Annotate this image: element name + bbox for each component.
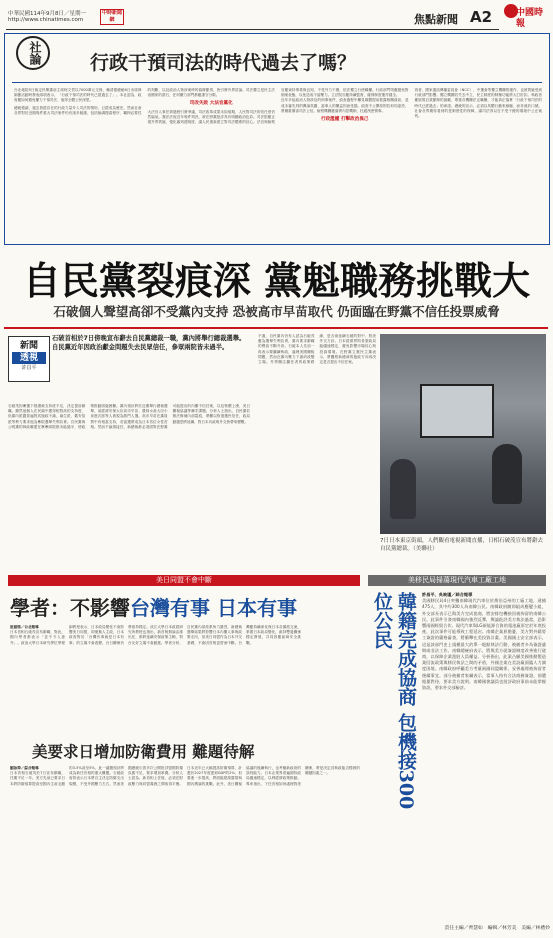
news-photo	[380, 334, 546, 534]
masthead-logo-left: 中時新聞網	[101, 10, 122, 23]
immigration-bar: 美移民局掃蕩現代汽車工廠工地	[368, 575, 546, 586]
issue-date: 中華民國114年9月8日／星期一	[8, 11, 86, 17]
us-japan-byline: 崔慈悌／台北報導	[10, 625, 39, 629]
us-japan-second-body: 劉詠舜／綜合報導 日本首相石破茂於7日宣布辭職，任期不足一年。美方先前已要求日本將防衛預算提高至國內生產毛額的3.5%甚至5%，此一議題預計將成為新任首相的重大難題。石破政府曾表示日本將自主決定防衛支出規模，不受外國壓力左右。然而美國總統川普多次公開批評盟國防衛負擔不足，要求增加軍費。分析人士認為，新首相上任後，必須在財政壓力與同盟義務之間取得平衡。日本近年已大幅提高防衛預算，計畫於2027年度達到GDP的2%，但要進一步提高，將面臨財源籌措與國內輿論的挑戰。此外，美日關稅協議的後續執行，也考驗新政府的談判能力。日本企業界普遍期待政局儘速穩定，以利經濟政策推動。專家指出，下任首相如何處理對美關係，將是決定其執政能否穩固的關鍵因素之一。	[10, 766, 360, 786]
editorial-title: 行政干預司法的時代過去了嗎？	[90, 52, 357, 74]
us-japan-headline-highlight: 台灣有事 日本有事	[130, 596, 297, 620]
page-number: A2	[470, 8, 493, 26]
us-japan-headline	[10, 592, 360, 621]
us-japan-bar: 美日同盟不會中斷	[8, 575, 360, 586]
us-japan-second-byline: 劉詠舜／綜合報導	[10, 766, 39, 770]
analysis-body-left: 石破茂因參選下屆總裁支持度不足，決定提前辭職。雖然他個人在民調中獲得相對高的支持度，但黨內派閥普遍對其施政不滿，麻生派、舊安倍派等勢力要求他為參院選舉失利負責。自民黨與公明黨的執政聯盟在眾參兩院都未能過半，使政策推動面臨困難。黨內預計將於近期舉行總裁選舉，前經濟安保大臣高市早苗、農林水產大臣小泉進次郎等人被視為熱門人選。高市早苗在黨員票中有相當支持，若當選將成為日本首位女性首相。然而不論誰接任，新總裁都必須面對在野黨可能提出的內閣不信任案，以及物價上漲、美日關稅協議等棘手課題。分析人士指出，自民黨若無法修補內部裂痕，將難以恢復選民信任，政局動盪恐將延續，對日本內政與外交皆帶來變數。	[8, 404, 250, 429]
editorial-badge: 社論	[16, 36, 50, 70]
immigration-body: 許昌平、吳映瑾／綜合報導 美國移民局4日突襲南韓現代汽車位於喬治亞州的工廠工地，逮捕475人，其中約300人為南韓公民。南韓政府隨即組成應變小組，外交部長表示已與美方完成協商，將安排包機接回被拘留的南韓公民。此事件引發南韓國內強烈反彈，輿論批評美方執法過當，恐影響兩國經貿合作。現代汽車與LG新能源合資的電池廠原定於年底投產，此次事件可能導致工程延宕。南韓企業界擔憂，美方對外籍勞工簽證的嚴格審查，將衝擊在美投資計畫。美國國土安全部表示，這是該部門史上規模最大的單一地點執法行動，被捕者多為簽證逾期或非法工作。南韓總統府表示，將與美方就簽證制度改善進行磋商，以保障企業派駐人員權益。分析指出，此案凸顯美國推動製造業回流政策與移民執法之間的矛盾，外國企業在美設廠面臨人力調度困境。南韓政府呼籲美方考量兩國同盟關係，妥善處理被拘留者後續事宜。部分被捕者家屬表示，當事人持有合法商務簽證，卻遭粗暴對待，要求美方說明。南韓國會議員也批評政府事前未能掌握資訊，要求外交部檢討。	[422, 592, 546, 691]
editorial-body: 台北地院5日裁定民眾黨前主席柯文哲以7000萬元交保，賴清德總統6日出席律師節活動時發表兩項表示，「行政干預司法的時代已經過去了」。本社認為，政府應如何避免權力干預司法，值得全體公民深思。 總統強調，過去曾經存在的行政力量介入司法的情形，已經成為歷史。然而社會各界對於近期幾件重大司法案件仍有諸多疑慮，包括檢調搜索程序、羈押必要性的判斷，以及政治人物涉案時的偵辦節奏，皆引發外界討論。司法獨立是民主法治國家的基石，任何權力部門都應謹守分際。 司改失敗 大法官黨化 大法官人事任命過程引發爭議，司法改革成果未如預期，人民對司法的信任度仍然偏低。憲法法庭近年幾件判決，被在野黨批評具有明顯政治色彩。司法院應正視外界質疑，強化審判透明度，讓人民重新建立對司法體系的信心。法官與檢察官應秉持專業與良知，不受外力干擾，依法獨立行使職權。行政部門則應避免對個案表態，以免造成不當壓力。立法院亦應持續監督，確保制度運作健全。 近年多起政治人物涉及的刑事案件，偵查過程中屢見媒體提前披露相關資訊，造成未審先判的輿論氛圍，當事人的權益因而受損。偵查不公開原則若形同虛設，將嚴重傷害司法公信。檢察機關應落實內控機制，杜絕洩密情事。 行政濫權 打擊政治異己 再者，國家通訊傳播委員會（NCC）、中選會等獨立機關的運作，也被質疑受到行政部門影響。獨立機關若失去中立，民主制度的制衡功能將大打折扣。執政者應展現自我節制的風範，尊重各機關法定職權，才能真正落實「行政干預司法的時代已經過去」的承諾。總統的宣示，必須以具體行動來檢驗，而非流於口號。社會各界期待看到的是制度性的保障，讓司法得以在不受干擾的環境中公正裁判。	[14, 88, 542, 125]
editorial-subhead-2: 行政濫權 打擊政治異己	[320, 117, 369, 123]
us-japan-headline-prefix: 學者：不影響	[10, 596, 130, 620]
page-footer-credits: 責任主編／齊慧如 編輯／林芳美 美編／林禮妙	[444, 926, 550, 931]
photo-person	[492, 444, 522, 504]
masthead-logo-right: 中國時報	[516, 8, 544, 29]
analysis-badge	[8, 336, 50, 382]
analysis-lead: 石破首相於7日傍晚宣布辭去自民黨總裁一職，黨內將舉行總裁選舉。自民黨近年因政治獻金問題失去民眾信任，參眾兩院皆未過半。	[52, 335, 246, 351]
immigration-byline: 許昌平、吳映瑾／綜合報導	[422, 592, 473, 597]
analysis-badge-line2: 透視	[12, 352, 46, 364]
section-name: 焦點新聞	[414, 13, 458, 26]
main-subheadline: 石破個人聲望高卻不受黨內支持 恐被高市早苗取代 仍面臨在野黨不信任投票威脅	[53, 304, 500, 319]
us-japan-body: 崔慈悌／台北報導 日本首相石破茂宣布辭職，對此，國內學者都表示「並不令人意外」。政治大學日本研究學位學程副教授表示，日本政局變化不會影響美日同盟，即便換人主政，日本政府對於「台灣有事就是日本有事」的立場不會改變，台日關係仍將維持穩定。淡江大學日本政經研究所教授也指出，新首相無論由誰出任，都將延續安保政策主軸，對台友好立場不會動搖。學者分析，自民黨內部派系角力激烈，新總裁選舉結果將影響日本內閣人事與政策走向，但美日同盟作為日本外交基礎，不會因首相更替而中斷。台灣應持續深化與日本各黨派交流，掌握日本政局變化，維持雙邊關係穩定發展，共同因應區域安全挑戰。	[10, 625, 301, 645]
photo-caption: 7日日本東京街頭，人們觀看電視新聞直播，日相石破茂宣布將辭去自民黨總裁。（美聯社）	[380, 538, 544, 552]
editorial-subhead-1: 司改失敗 大法官黨化	[189, 101, 233, 107]
analysis-badge-line1: 新聞	[19, 341, 38, 351]
us-japan-second-headline: 美要求日增加防衛費用 難題待解	[32, 743, 255, 761]
analysis-body-right: 不過，自民黨內仍有人認為石破茂應為選舉失利負責，黨內要求辭職的聲浪不斷升高。石破本人先前一再表示要繼續執政，處理美國關稅問題，然而在黨內壓力下最終改變立場。外界關注繼任者的政策路線，是否會延續石破的對中、對美外交方針。日本經濟界則希望政局能儘速穩定，避免影響市場信心與投資環境。在野黨立憲民主黨表示，將觀察新總裁的施政方向再決定是否提出不信任案。	[258, 334, 376, 365]
photo-person	[390, 459, 416, 519]
analysis-author: 許昌平	[21, 365, 37, 371]
tv-screen	[420, 384, 494, 438]
main-headline: 自民黨裂痕深 黨魁職務挑戰大	[22, 259, 531, 303]
immigration-vertical-headline: 韓籍完成協商 包機接300位公民	[371, 592, 417, 810]
site-url: http://www.chinatimes.com	[8, 17, 84, 23]
editorial-lead: 台北地院5日裁定民眾黨前主席柯文哲以7000萬元交保，賴清德總統6日出席律師節活動時發表兩項表示，「行政干預司法的時代已經過去了」。本社認為，政府應如何避免權力干預司法，值得全體公民深思。	[14, 88, 142, 103]
china-times-logo	[498, 4, 548, 32]
